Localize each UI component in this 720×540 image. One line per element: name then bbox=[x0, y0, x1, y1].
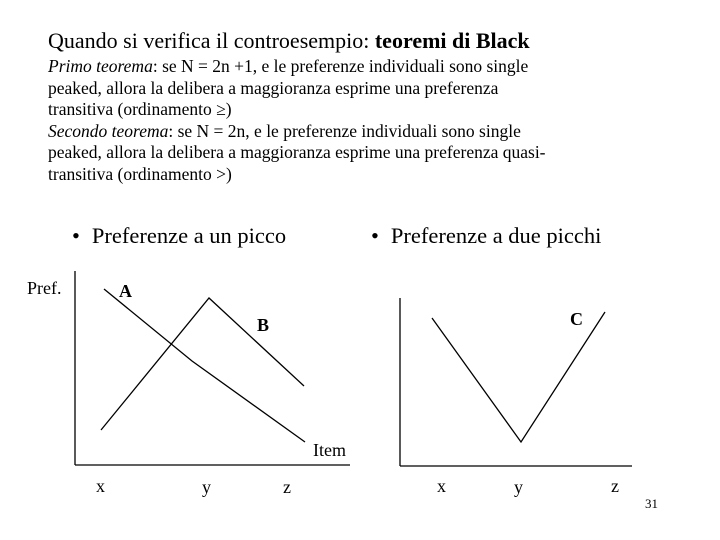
bullet-dot-icon: • bbox=[72, 223, 80, 248]
second-theorem-label: Secondo teorema bbox=[48, 120, 169, 141]
page-number: 31 bbox=[645, 496, 658, 511]
right-tick-x: x bbox=[437, 476, 446, 496]
bullet-dot-icon: • bbox=[371, 223, 379, 248]
second-theorem-line-2: peaked, allora la delibera a maggioranza esprime una preferenza quasi- bbox=[48, 142, 546, 162]
first-theorem-line-3: transitiva (ordinamento ≥) bbox=[48, 99, 232, 119]
right-tick-y: y bbox=[514, 477, 523, 497]
second-theorem-line-1: Secondo teorema: se N = 2n, e le preferenze individuali sono single bbox=[48, 120, 521, 141]
slide-title: Quando si verifica il controesempio: teoremi di Black bbox=[48, 28, 530, 53]
title-emphasis: teoremi di Black bbox=[374, 28, 530, 53]
curve-c bbox=[432, 312, 605, 442]
first-theorem-label: Primo teorema bbox=[48, 56, 153, 76]
bullet-double-peak: • Preferenze a due picchi bbox=[371, 223, 602, 248]
first-theorem-line-1: Primo teorema: se N = 2n +1, e le preferenze individuali sono single bbox=[48, 56, 529, 76]
right-tick-z: z bbox=[611, 476, 619, 496]
y-axis-label: Pref. bbox=[27, 278, 62, 298]
curve-a bbox=[104, 289, 305, 442]
curve-b bbox=[101, 298, 304, 430]
bullet-single-peak: • Preferenze a un picco bbox=[72, 223, 287, 248]
curve-a-label: A bbox=[119, 281, 132, 301]
first-theorem-line-2: peaked, allora la delibera a maggioranza esprime una preferenza bbox=[48, 77, 499, 98]
second-theorem-line-3: transitiva (ordinamento >) bbox=[48, 163, 232, 184]
curve-c-label: C bbox=[570, 309, 583, 329]
left-tick-x: x bbox=[96, 476, 105, 496]
left-tick-y: y bbox=[202, 477, 211, 497]
curve-b-label: B bbox=[257, 315, 270, 335]
left-tick-z: z bbox=[283, 477, 291, 497]
x-axis-label: Item bbox=[313, 440, 346, 460]
